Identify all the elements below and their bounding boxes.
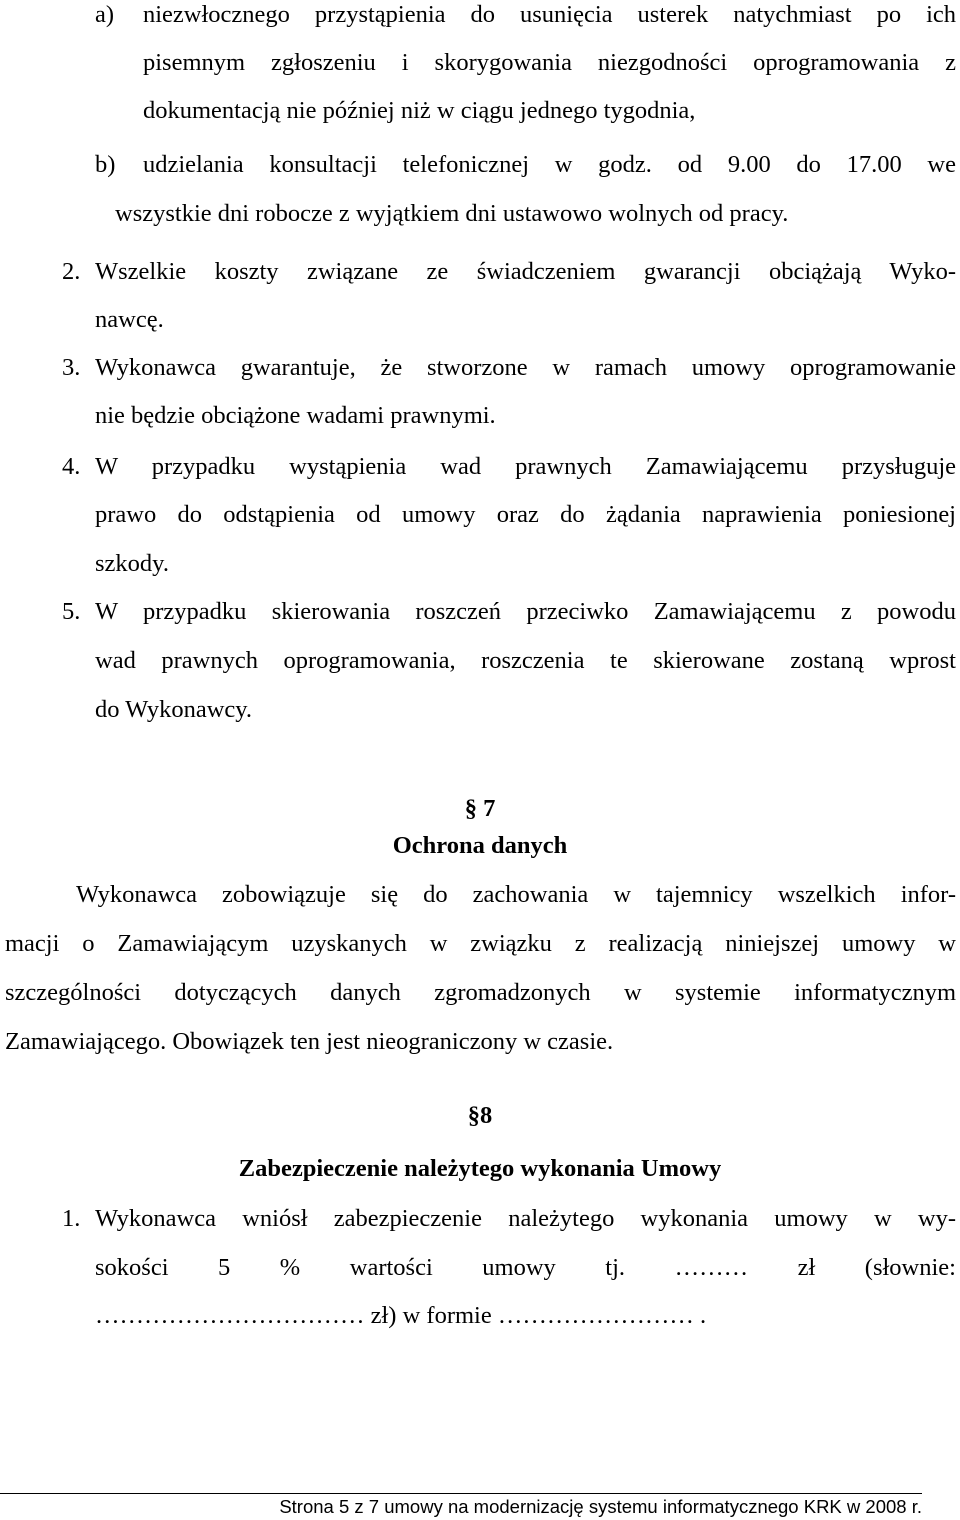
point-2-number: 2. — [62, 258, 81, 285]
point-4-line-3: szkody. — [95, 550, 169, 577]
point-5-line-1: W przypadku skierowania roszczeń przeciwko Zamawiającemu z powodu — [95, 598, 956, 625]
section-8-line-3: …………………………… zł) w formie …………………… . — [95, 1302, 707, 1329]
point-3-number: 3. — [62, 354, 81, 381]
item-b-line-1: udzielania konsultacji telefonicznej w godz. od 9.00 do 17.00 we — [143, 151, 956, 178]
point-5-number: 5. — [62, 598, 81, 625]
section-7-title: Ochrona danych — [392, 832, 568, 859]
item-a-line-1: niezwłocznego przystąpienia do usunięcia usterek natychmiast po ich — [143, 1, 956, 28]
point-5-line-2: wad prawnych oprogramowania, roszczenia te skierowane zostaną wprost — [95, 647, 956, 674]
item-a-line-2: pisemnym zgłoszeniu i skorygowania niezgodności oprogramowania z — [143, 49, 956, 76]
section-8-point-1-number: 1. — [62, 1205, 81, 1232]
footer-divider — [0, 1493, 922, 1494]
section-8-title: Zabezpieczenie należytego wykonania Umowy — [238, 1155, 722, 1182]
point-2-line-2: nawcę. — [95, 306, 164, 333]
section-7-line-1: Wykonawca zobowiązuje się do zachowania w tajemnicy wszelkich infor- — [76, 881, 956, 908]
section-7-line-4: Zamawiającego. Obowiązek ten jest nieograniczony w czasie. — [5, 1028, 614, 1055]
point-4-line-1: W przypadku wystąpienia wad prawnych Zamawiającemu przysługuje — [95, 453, 956, 480]
item-b-line-2: wszystkie dni robocze z wyjątkiem dni ustawowo wolnych od pracy. — [115, 200, 789, 227]
item-b-label: b) — [95, 151, 116, 178]
point-3-line-1: Wykonawca gwarantuje, że stworzone w ramach umowy oprogramowanie — [95, 354, 956, 381]
point-3-line-2: nie będzie obciążone wadami prawnymi. — [95, 402, 496, 429]
item-a-label: a) — [95, 1, 115, 28]
section-7-line-2: macji o Zamawiającym uzyskanych w związku z realizacją niniejszej umowy w — [5, 930, 956, 957]
section-8-line-2: sokości 5 % wartości umowy tj. ……… zł (słownie: — [95, 1254, 956, 1281]
section-7-line-3: szczególności dotyczących danych zgromadzonych w systemie informatycznym — [5, 979, 956, 1006]
item-a-line-3: dokumentacją nie później niż w ciągu jednego tygodnia, — [143, 97, 696, 124]
point-4-number: 4. — [62, 453, 81, 480]
section-8-number: §8 — [467, 1102, 493, 1129]
page-footer: Strona 5 z 7 umowy na modernizację systemu informatycznego KRK w 2008 r. — [279, 1496, 922, 1517]
point-5-line-3: do Wykonawcy. — [95, 696, 253, 723]
section-8-line-1: Wykonawca wniósł zabezpieczenie należytego wykonania umowy w wy- — [95, 1205, 956, 1232]
point-2-line-1: Wszelkie koszty związane ze świadczeniem gwarancji obciążają Wyko- — [95, 258, 956, 285]
section-7-number: § 7 — [464, 795, 496, 822]
point-4-line-2: prawo do odstąpienia od umowy oraz do żądania naprawienia poniesionej — [95, 501, 956, 528]
